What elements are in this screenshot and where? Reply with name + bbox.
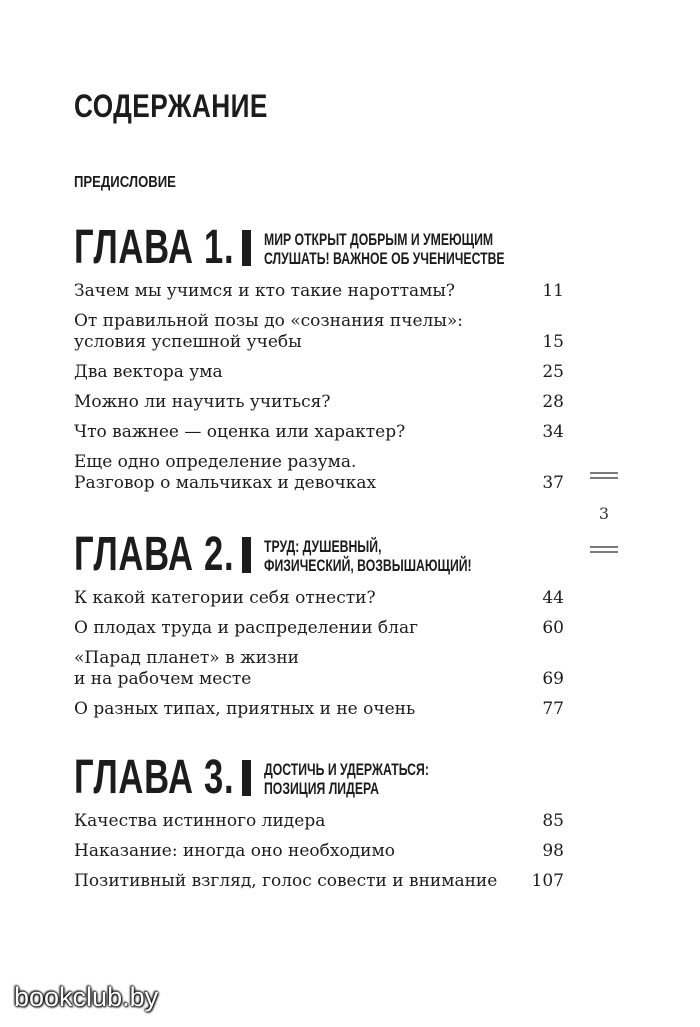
toc-entry-title	[74, 871, 514, 892]
toc-entry-line: «Парад планет» в жизни	[74, 648, 299, 668]
chapter-subtitle	[264, 230, 505, 268]
toc-entry-line: К какой категории себя отнести?	[74, 588, 376, 608]
chapter-label: ГЛАВА 2.	[74, 528, 235, 581]
toc-entries	[74, 588, 564, 720]
toc-entry-line: Качества истинного лидера	[74, 811, 326, 831]
chapter-subtitle	[264, 537, 502, 575]
toc-entry-page: 107	[531, 871, 564, 891]
toc-entry-page: 77	[542, 699, 564, 719]
toc-entry[interactable]	[74, 871, 564, 892]
page-number: 3	[598, 504, 610, 523]
chapter-subtitle-line: ДОСТИЧЬ И УДЕРЖАТЬСЯ:	[264, 760, 429, 779]
toc-entry-page: 25	[542, 362, 564, 382]
chapter-heading	[74, 221, 564, 274]
toc-entry-title	[74, 392, 514, 413]
toc-entries	[74, 811, 564, 892]
toc-entry[interactable]	[74, 281, 564, 302]
page-title: СОДЕРЖАНИЕ	[74, 88, 268, 124]
folio-rule	[590, 551, 618, 553]
chapter-divider-bar	[242, 230, 251, 266]
folio-rule	[590, 546, 618, 548]
chapter-3	[74, 751, 564, 892]
toc-entry[interactable]	[74, 311, 564, 353]
chapter-subtitle-line: ТРУД: ДУШЕВНЫЙ,	[264, 537, 382, 556]
toc-entry-title	[74, 648, 514, 690]
toc-entry-title	[74, 311, 514, 353]
chapter-1	[74, 221, 564, 494]
chapter-label: ГЛАВА 1.	[74, 221, 235, 274]
toc-entry-page: 98	[542, 841, 564, 861]
toc-entries	[74, 281, 564, 494]
toc-entry-line: Еще одно определение разума.	[74, 452, 357, 472]
chapter-subtitle-line: ФИЗИЧЕСКИЙ, ВОЗВЫШАЮЩИЙ!	[264, 556, 472, 575]
toc-entry[interactable]	[74, 392, 564, 413]
toc-entry-title	[74, 811, 514, 832]
toc-entry-line: Зачем мы учимся и кто такие нароттамы?	[74, 281, 456, 301]
chapter-heading	[74, 528, 564, 581]
toc-entry-title	[74, 422, 514, 443]
toc-entry-title	[74, 841, 514, 862]
toc-entry-title	[74, 618, 514, 639]
toc-entry-page: 69	[542, 669, 564, 689]
folio-rule	[590, 477, 618, 479]
folio	[590, 470, 620, 560]
toc-entry-title	[74, 699, 514, 720]
toc-entry-title	[74, 281, 514, 302]
toc-entry-line: От правильной позы до «сознания пчелы»:	[74, 311, 463, 331]
toc-entry-page: 85	[542, 811, 564, 831]
toc-entry-line: Позитивный взгляд, голос совести и внимание	[74, 871, 498, 891]
chapter-subtitle	[264, 760, 502, 798]
toc-entry[interactable]	[74, 841, 564, 862]
toc-entry[interactable]	[74, 452, 564, 494]
chapter-subtitle-line: МИР ОТКРЫТ ДОБРЫМ И УМЕЮЩИМ	[264, 230, 494, 249]
toc-entry[interactable]	[74, 362, 564, 383]
toc-entry-page: 34	[542, 422, 564, 442]
toc-entry-title	[74, 452, 514, 494]
chapter-subtitle-line: ПОЗИЦИЯ ЛИДЕРА	[264, 779, 379, 798]
toc-entry[interactable]	[74, 648, 564, 690]
toc-entry-line: и на рабочем месте	[74, 669, 252, 689]
toc-entry-line: Можно ли научить учиться?	[74, 392, 331, 412]
toc-entry[interactable]	[74, 588, 564, 609]
chapter-label: ГЛАВА 3.	[74, 751, 235, 804]
toc-entry-line: О плодах труда и распределении благ	[74, 618, 419, 638]
toc-entry-page: 11	[542, 281, 564, 301]
folio-rule	[590, 472, 618, 474]
toc-entry-title	[74, 588, 514, 609]
toc-entry-line: Что важнее — оценка или характер?	[74, 422, 406, 442]
preface-link[interactable]: ПРЕДИСЛОВИЕ	[74, 174, 176, 191]
toc-entry-page: 37	[542, 473, 564, 493]
toc-entry-line: Наказание: иногда оно необходимо	[74, 841, 395, 861]
chapter-2	[74, 528, 564, 720]
watermark: bookclub.by	[14, 982, 159, 1012]
toc-entry[interactable]	[74, 811, 564, 832]
toc-entry-page: 60	[542, 618, 564, 638]
chapter-divider-bar	[242, 760, 251, 796]
chapter-subtitle-line: СЛУШАТЬ! ВАЖНОЕ ОБ УЧЕНИЧЕСТВЕ	[264, 249, 505, 268]
toc-entry-line: О разных типах, приятных и не очень	[74, 699, 416, 719]
toc-entry[interactable]	[74, 618, 564, 639]
toc-entry-page: 28	[542, 392, 564, 412]
toc-entry-page: 15	[542, 332, 564, 352]
toc-entry-title	[74, 362, 514, 383]
toc-entry-line: условия успешной учебы	[74, 332, 302, 352]
chapter-heading	[74, 751, 564, 804]
toc-entry-line: Два вектора ума	[74, 362, 223, 382]
toc-entry-line: Разговор о мальчиках и девочках	[74, 473, 377, 493]
toc-entry[interactable]	[74, 699, 564, 720]
toc-entry[interactable]	[74, 422, 564, 443]
toc-entry-page: 44	[542, 588, 564, 608]
chapter-divider-bar	[242, 537, 251, 573]
